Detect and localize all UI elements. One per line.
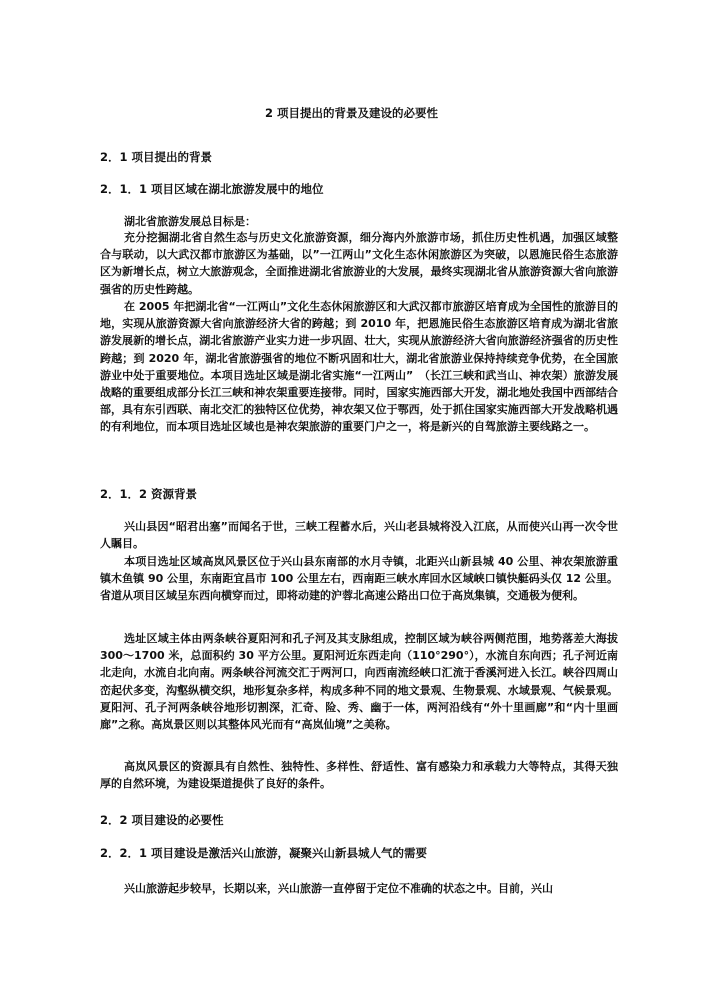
section-title: 2 项目提出的背景及建设的必要性 [264,106,438,120]
heading-2-2: 2．2 项目建设的必要性 [100,813,224,827]
goal-label: 湖北省旅游发展总目标是： [124,215,256,228]
paragraph-xingshan: 兴山县因“昭君出塞”而闻名于世，三峡工程蓄水后，兴山老县城将没入江底，从而使兴山再一次令世人瞩目。 [100,520,618,551]
heading-2-1-2: 2．1．2 资源背景 [100,487,198,501]
heading-2-1-1: 2．1．1 项目区域在湖北旅游发展中的地位 [100,182,324,196]
paragraph-2005-plan: 在 2005 年把湖北省“一江两山”文化生态休闲旅游区和大武汉都市旅游区培育成为全国性的旅游目的地，实现从旅游资源大省向旅游经济大省的跨越；到 2010 年，把恩施民俗生态旅游区培育成为湖北省旅游发展新的增长点，湖北省旅游产业实力进一步巩固、壮大，实现从旅游经济大省向旅游经济强省的历史性跨越；到 2020 年，湖北省旅游强省的地位不断巩固和壮大，湖北省旅游业保持持续竞争优势，在全国旅游业中处于重要地位。本项目选址区域是湖北省实施“一江两山” （长江三峡和武当山、神农架）旅游发展战略的重要组成部分长江三峡和神农架重要连接带。同时，国家实施西部大开发，湖北地处我国中西部结合部，具有东引西联、南北交汇的独特区位优势，神农架又位于鄂西，处于抓住国家实施西部大开发战略机遇的有利地位，而本项目选址区域也是神农架旅游的重要门户之一，将是新兴的自驾旅游主要线路之一。 [100,300,618,434]
paragraph-tourism-start: 兴山旅游起步较早，长期以来，兴山旅游一直停留于定位不准确的状态之中。目前，兴山 [124,882,553,895]
paragraph-valleys: 选址区域主体由两条峡谷夏阳河和孔子河及其支脉组成，控制区域为峡谷两侧范围，地势落差大海拔 300～1700 米，总面积约 30 平方公里。夏阳河近东西走向（110°290°），水流自东向西；孔子河近南北走向，水流自北向南。两条峡谷河流交汇于两河口，向西南流经峡口汇流于香溪河进入长江。峡谷四周山峦起伏多变，沟壑纵横交织，地形复杂多样，构成多种不同的地文景观、生物景观、水域景观、气候景观。夏阳河、孔子河两条峡谷地形切割深，汇奇、险、秀、幽于一体，两河沿线有“外十里画廊”和“内十里画廊”之称。高岚景区则以其整体风光而有“高岚仙境”之美称。 [100,632,618,732]
heading-2-1: 2．1 项目提出的背景 [100,150,213,164]
paragraph-goal: 充分挖掘湖北省自然生态与历史文化旅游资源，细分海内外旅游市场，抓住历史性机遇，加强区域整合与联动，以大武汉都市旅游区为基础，以”一江两山”文化生态休闲旅游区为突破，以恩施民俗生态旅游区为新增长点，树立大旅游观念，全面推进湖北省旅游业的大发展，最终实现湖北省从旅游资源大省向旅游强省的历史性跨越。 [100,231,618,296]
heading-2-2-1: 2．2．1 项目建设是激活兴山旅游，凝聚兴山新县城人气的需要 [100,846,428,860]
paragraph-resources: 高岚风景区的资源具有自然性、独特性、多样性、舒适性、富有感染力和承载力大等特点，其得天独厚的自然环境，为建设渠道提供了良好的条件。 [100,760,618,791]
paragraph-gaolan-location: 本项目选址区域高岚风景区位于兴山县东南部的水月寺镇，北距兴山新县城 40 公里、神农架旅游重镇木鱼镇 90 公里，东南距宜昌市 100 公里左右，西南距三峡水库回水区域峡口镇快艇码头仅 12 公里。省道从项目区域呈东西向横穿而过，即将动建的沪蓉北高速公路出口位于高岚集镇，交通极为便利。 [100,555,618,603]
